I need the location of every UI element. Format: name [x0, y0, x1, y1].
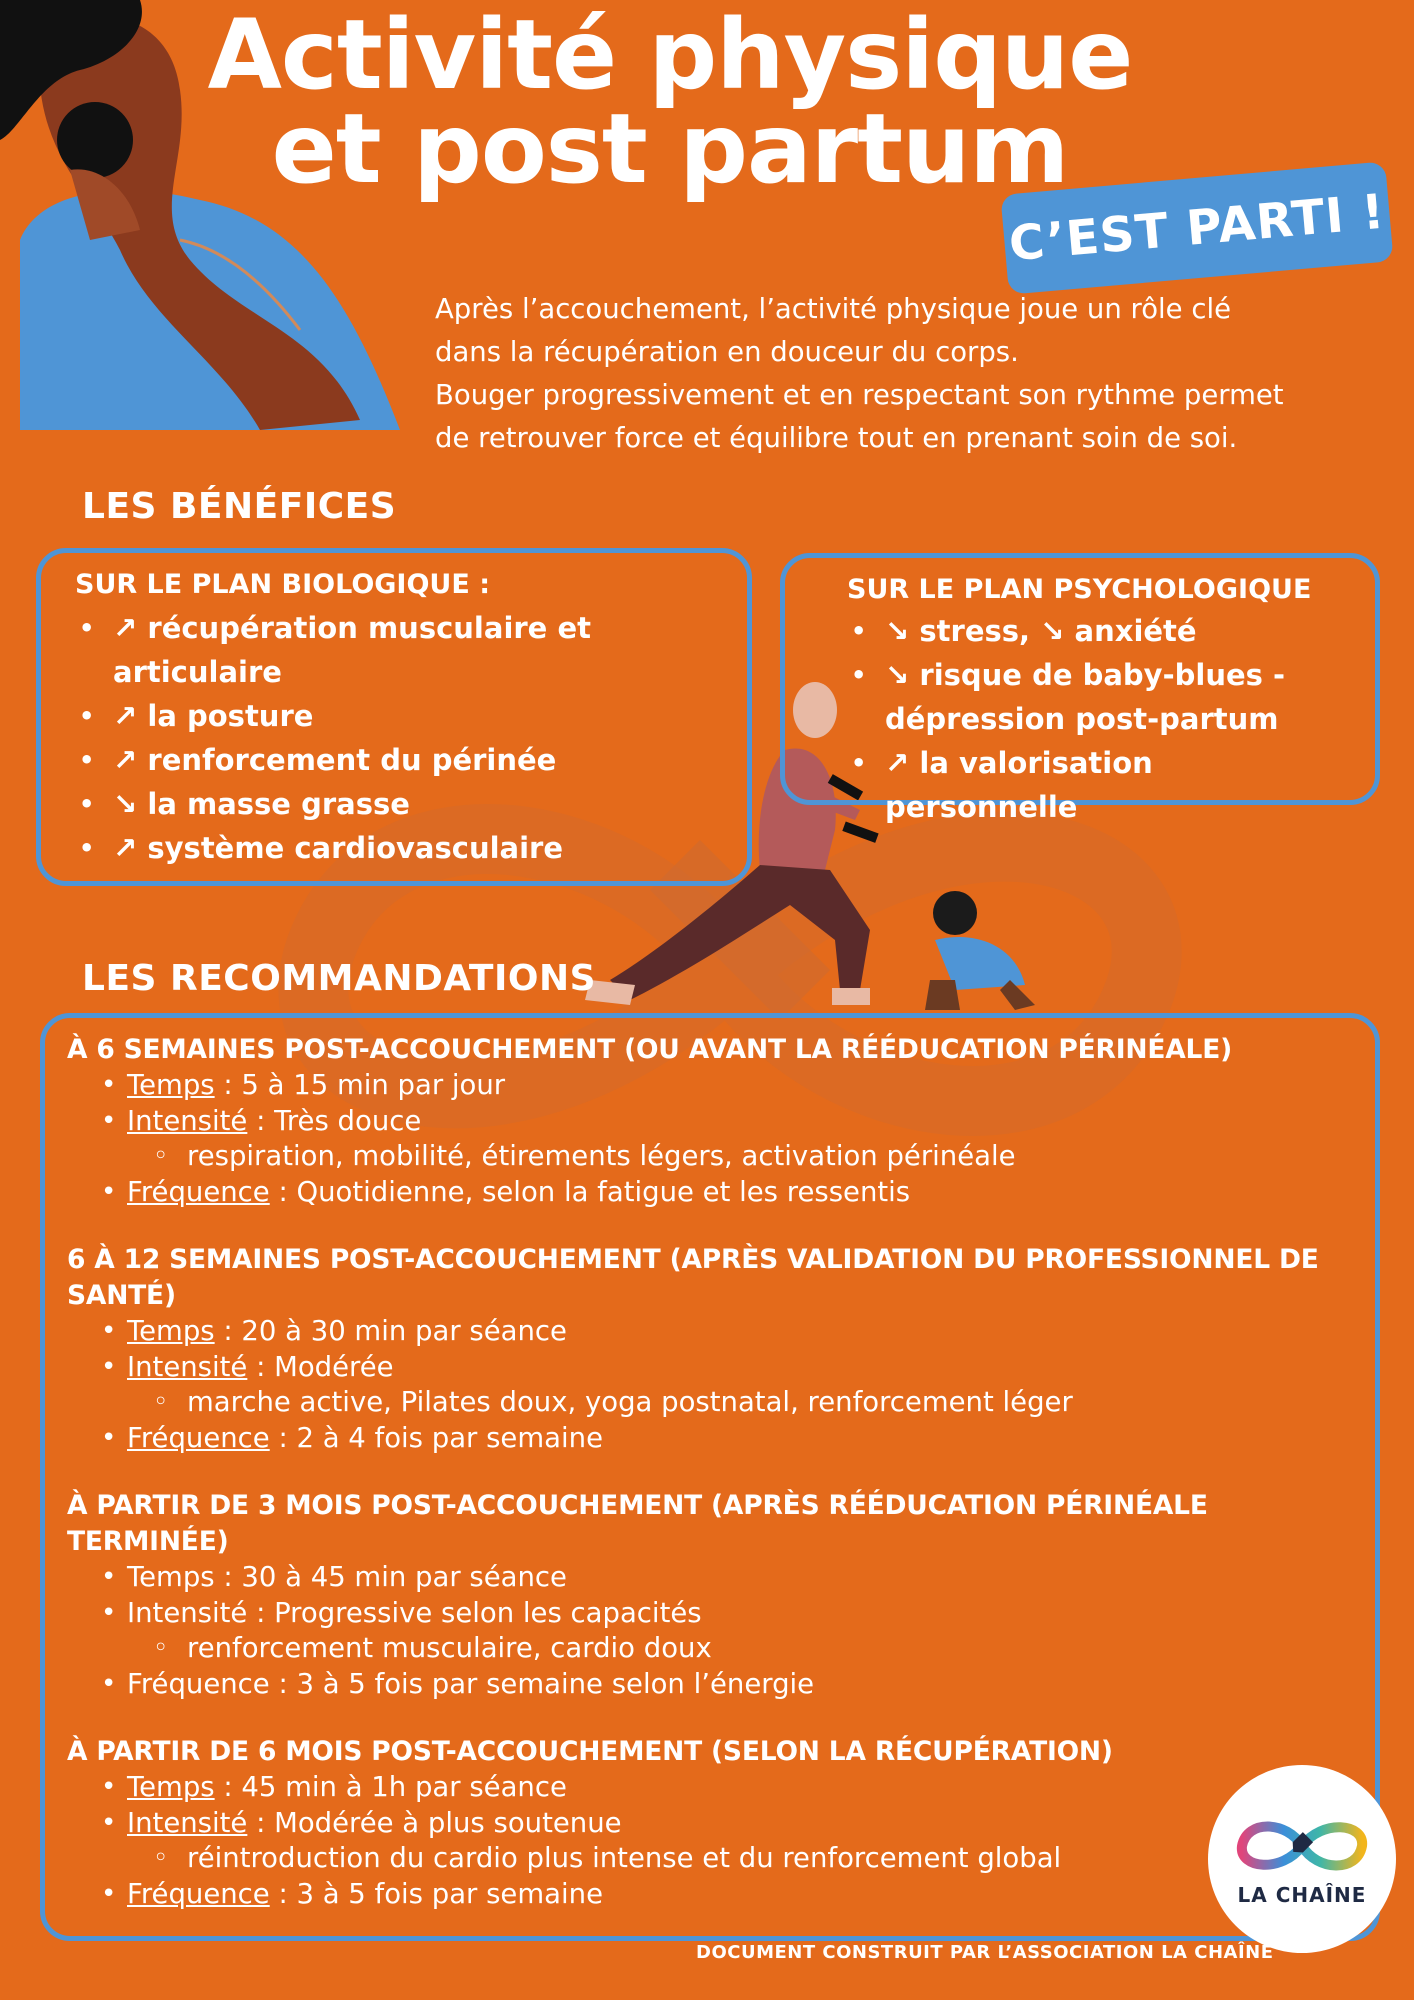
intro-line-2: dans la récupération en douceur du corps.: [435, 336, 1019, 368]
rec-temps: [127, 1068, 1335, 1104]
bio-benefit-item: • ↗ la posture: [75, 694, 635, 738]
psy-benefits-title: SUR LE PLAN PSYCHOLOGIQUE: [847, 574, 1312, 605]
title-line-2: et post partum: [271, 93, 1069, 205]
rec-block-title: 6 À 12 SEMAINES POST-ACCOUCHEMENT (APRÈS VALIDATION DU PROFESSIONNEL DE SANTÉ): [67, 1244, 1319, 1311]
rec-block-6-months: [67, 1734, 1335, 1912]
intensite-label: Intensité: [127, 1104, 248, 1137]
intensite-value: : Très douce: [247, 1104, 422, 1137]
frequence-label: Fréquence: [127, 1421, 270, 1454]
benefices-heading: LES BÉNÉFICES: [82, 486, 397, 527]
rec-frequence: [127, 1877, 1335, 1913]
logo-text: LA CHAÎNE: [1237, 1883, 1367, 1907]
rec-detail: ◦ réintroduction du cardio plus intense et du renforcement global: [127, 1841, 1335, 1877]
intro-line-1: Après l’accouchement, l’activité physique joue un rôle clé: [435, 293, 1232, 325]
rec-intensite: [127, 1350, 1335, 1386]
crawling-baby-illustration: [915, 885, 1045, 1020]
la-chaine-logo: [1208, 1765, 1396, 1953]
rec-block-6-12-weeks: [67, 1242, 1335, 1456]
bio-benefit-item: • ↗ système cardiovasculaire: [75, 826, 635, 870]
footer-credit: DOCUMENT CONSTRUIT PAR L’ASSOCIATION LA CHAÎNE: [696, 1942, 1274, 1963]
frequence-value: : Quotidienne, selon la fatigue et les ressentis: [269, 1175, 911, 1208]
temps-value: : 5 à 15 min par jour: [214, 1069, 506, 1101]
temps-value: : 20 à 30 min par séance: [214, 1315, 567, 1347]
rec-detail: ◦ respiration, mobilité, étirements légers, activation périnéale: [127, 1139, 1335, 1175]
intro-text: [435, 288, 1395, 460]
rec-detail: ◦ marche active, Pilates doux, yoga postnatal, renforcement léger: [127, 1385, 1335, 1421]
recommandations-heading: LES RECOMMANDATIONS: [82, 958, 597, 999]
rec-intensite: [127, 1806, 1335, 1842]
frequence-label: Fréquence: [127, 1175, 270, 1208]
bio-benefit-item: • ↗ récupération musculaire et articulaire: [75, 606, 635, 694]
temps-label: Temps: [127, 1771, 215, 1803]
temps-label: Temps: [127, 1315, 215, 1347]
rec-block-title: À PARTIR DE 3 MOIS POST-ACCOUCHEMENT (APRÈS RÉÉDUCATION PÉRINÉALE TERMINÉE): [67, 1490, 1208, 1557]
intro-line-4: de retrouver force et équilibre tout en prenant soin de soi.: [435, 422, 1238, 454]
title-line-1: Activité physique: [207, 0, 1133, 111]
infinity-logo-icon: [1227, 1811, 1377, 1881]
rec-detail-wrap: [127, 1841, 1335, 1877]
rec-detail-wrap: [127, 1385, 1335, 1421]
rec-detail: ◦ renforcement musculaire, cardio doux: [127, 1631, 1335, 1667]
rec-frequence: • Fréquence : 3 à 5 fois par semaine selon l’énergie: [127, 1667, 1335, 1703]
rec-block-3-months: [67, 1488, 1335, 1702]
page-title: [170, 0, 1170, 205]
rec-detail-wrap: [127, 1631, 1335, 1667]
bio-benefit-item: • ↗ renforcement du périnée: [75, 738, 635, 782]
rec-block-title: À 6 SEMAINES POST-ACCOUCHEMENT (OU AVANT LA RÉÉDUCATION PÉRINÉALE): [67, 1034, 1233, 1065]
temps-value: : 45 min à 1h par séance: [214, 1771, 567, 1803]
rec-intensite: • Intensité : Progressive selon les capacités: [127, 1596, 1335, 1632]
frequence-value: : 3 à 5 fois par semaine: [269, 1877, 603, 1910]
bio-benefits-box: [36, 548, 752, 886]
rec-frequence: [127, 1421, 1335, 1457]
intensite-value: : Modérée: [247, 1350, 394, 1383]
rec-temps: [127, 1314, 1335, 1350]
rec-block-title: À PARTIR DE 6 MOIS POST-ACCOUCHEMENT (SELON LA RÉCUPÉRATION): [67, 1736, 1113, 1767]
intensite-value: : Modérée à plus soutenue: [247, 1806, 622, 1839]
psy-benefit-item: • ↘ stress, ↘ anxiété: [847, 609, 1297, 653]
intensite-label: Intensité: [127, 1350, 248, 1383]
bio-benefits-title: SUR LE PLAN BIOLOGIQUE :: [75, 569, 490, 600]
rec-frequence: [127, 1175, 1335, 1211]
cest-parti-badge: C’EST PARTI !: [1000, 161, 1393, 294]
frequence-label: Fréquence: [127, 1877, 270, 1910]
psy-benefit-item: • ↗ la valorisation personnelle: [847, 741, 1297, 829]
frequence-value: : 2 à 4 fois par semaine: [269, 1421, 603, 1454]
rec-temps: • Temps : 30 à 45 min par séance: [127, 1560, 1335, 1596]
temps-label: Temps: [127, 1069, 215, 1101]
rec-detail-wrap: [127, 1139, 1335, 1175]
psy-benefit-item: • ↘ risque de baby-blues - dépression post-partum: [847, 653, 1297, 741]
bio-benefit-item: • ↘ la masse grasse: [75, 782, 635, 826]
recommandations-box: [40, 1013, 1380, 1941]
rec-temps: [127, 1770, 1335, 1806]
rec-intensite: [127, 1104, 1335, 1140]
intensite-label: Intensité: [127, 1806, 248, 1839]
psy-benefits-box: [780, 553, 1380, 824]
rec-block-6-weeks: [67, 1032, 1335, 1210]
intro-line-3: Bouger progressivement et en respectant son rythme permet: [435, 379, 1284, 411]
